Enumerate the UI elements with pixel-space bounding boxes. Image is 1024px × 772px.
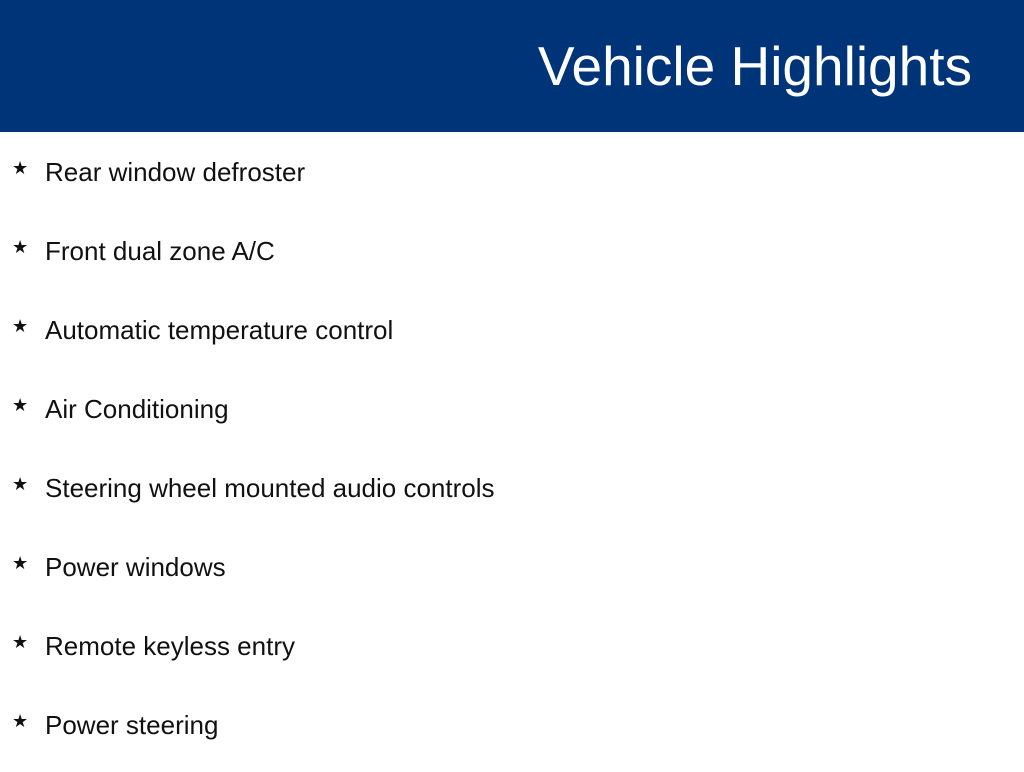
page-title: Vehicle Highlights [537, 35, 972, 97]
feature-label: Automatic temperature control [45, 315, 394, 345]
feature-label: Air Conditioning [45, 394, 229, 424]
title-banner [0, 0, 1024, 132]
feature-list [0, 140, 1024, 772]
star-icon: ★ [12, 237, 29, 258]
feature-label: Rear window defroster [45, 157, 306, 187]
star-icon: ★ [12, 158, 29, 179]
list-item [0, 456, 1024, 535]
list-item [0, 140, 1024, 219]
list-item [0, 298, 1024, 377]
star-icon: ★ [12, 553, 29, 574]
list-item [0, 377, 1024, 456]
star-icon: ★ [12, 711, 29, 732]
list-item [0, 614, 1024, 693]
star-icon: ★ [12, 395, 29, 416]
feature-label: Remote keyless entry [45, 631, 295, 661]
list-item [0, 219, 1024, 298]
star-icon: ★ [12, 316, 29, 337]
feature-label: Power windows [45, 552, 226, 582]
star-icon: ★ [12, 632, 29, 653]
feature-label: Power steering [45, 710, 219, 740]
list-item [0, 535, 1024, 614]
list-item [0, 693, 1024, 772]
star-icon: ★ [12, 474, 29, 495]
feature-label: Front dual zone A/C [45, 236, 275, 266]
feature-label: Steering wheel mounted audio controls [45, 473, 495, 503]
